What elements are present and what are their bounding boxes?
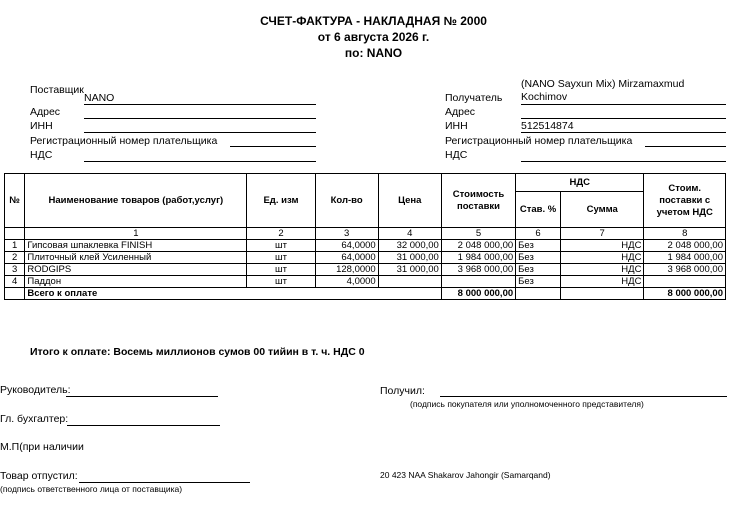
reference-text: 20 423 NAA Shakarov Jahongir (Samarqand)	[380, 470, 551, 480]
row-price	[378, 276, 441, 288]
row-total	[644, 276, 726, 288]
col-number: 5	[441, 228, 515, 240]
row-rate: Без	[516, 276, 561, 288]
row-price: 31 000,00	[378, 252, 441, 264]
supplier-address-label: Адрес	[30, 106, 61, 118]
col-number: 1	[25, 228, 247, 240]
recipient-reg-label: Регистрационный номер плательщика	[445, 135, 633, 147]
supplier-reg-label: Регистрационный номер плательщика	[30, 135, 218, 147]
supplier-inn-line	[84, 132, 316, 133]
recipient-underline	[521, 104, 726, 105]
col-number: 2	[247, 228, 315, 240]
row-unit: шт	[247, 264, 315, 276]
director-signature-line[interactable]	[66, 396, 218, 397]
supplier-value: NANO	[84, 92, 115, 104]
row-unit: шт	[247, 276, 315, 288]
row-vat: НДС	[560, 264, 644, 276]
row-vat: НДС	[560, 276, 644, 288]
row-total: 1 984 000,00	[644, 252, 726, 264]
header-vat: НДС	[516, 174, 644, 192]
row-rate: Без	[516, 252, 561, 264]
received-note: (подпись покупателя или уполномоченного представителя)	[410, 399, 644, 409]
row-total: 3 968 000,00	[644, 264, 726, 276]
row-qty: 128,0000	[315, 264, 378, 276]
recipient-label: Получатель	[445, 92, 503, 104]
row-num: 1	[5, 240, 25, 252]
header-num: №	[5, 174, 25, 228]
recipient-reg-line	[645, 146, 726, 147]
row-price: 32 000,00	[378, 240, 441, 252]
invoice-title: СЧЕТ-ФАКТУРА - НАКЛАДНАЯ № 2000	[260, 14, 487, 28]
row-num: 4	[5, 276, 25, 288]
col-number: 4	[378, 228, 441, 240]
row-num: 2	[5, 252, 25, 264]
header-unit: Ед. изм	[247, 174, 315, 228]
received-signature-line[interactable]	[440, 396, 727, 397]
recipient-value-line2: Kochimov	[521, 91, 568, 103]
released-note: (подпись ответственного лица от поставщика)	[0, 484, 183, 494]
recipient-inn-label: ИНН	[445, 120, 468, 132]
supplier-inn-label: ИНН	[30, 120, 53, 132]
recipient-vat-line	[521, 161, 726, 162]
header-vat-sum: Сумма	[560, 192, 644, 228]
table-row	[5, 252, 726, 264]
recipient-value-line1: (NANO Sayxun Mix) Mirzamaxmud	[521, 78, 685, 90]
row-total: 2 048 000,00	[644, 240, 726, 252]
total-label: Всего к оплате	[25, 288, 441, 300]
recipient-vat-label: НДС	[445, 149, 468, 161]
recipient-inn-value: 512514874	[521, 120, 574, 132]
col-number: 6	[516, 228, 561, 240]
header-price: Цена	[378, 174, 441, 228]
row-rate: Без	[516, 264, 561, 276]
summary-text: Итого к оплате: Восемь миллионов сумов 00 тийин в т. ч. НДС 0	[30, 346, 365, 358]
col-number: 8	[644, 228, 726, 240]
released-signature-line[interactable]	[79, 482, 250, 483]
invoice-table	[4, 173, 726, 300]
row-cost: 2 048 000,00	[441, 240, 515, 252]
released-label: Товар отпустил:	[0, 470, 78, 482]
row-name: Плиточный клей Усиленный	[25, 252, 247, 264]
row-qty: 4,0000	[315, 276, 378, 288]
header-total: Стоим. поставки с учетом НДС	[644, 174, 726, 228]
total-row	[5, 288, 726, 300]
col-number: 3	[315, 228, 378, 240]
invoice-date: от 6 августа 2026 г.	[317, 30, 430, 44]
received-label: Получил:	[380, 385, 425, 397]
recipient-address-label: Адрес	[445, 106, 476, 118]
row-unit: шт	[247, 252, 315, 264]
accountant-signature-line[interactable]	[67, 425, 220, 426]
row-qty: 64,0000	[315, 240, 378, 252]
supplier-vat-line	[84, 161, 316, 162]
supplier-vat-label: НДС	[30, 149, 53, 161]
total-cost: 8 000 000,00	[441, 288, 515, 300]
recipient-inn-line	[521, 132, 726, 133]
row-cost: 3 968 000,00	[441, 264, 515, 276]
row-cost: 1 984 000,00	[441, 252, 515, 264]
header-name: Наименование товаров (работ,услуг)	[25, 174, 247, 228]
col-number: 7	[560, 228, 644, 240]
table-row	[5, 264, 726, 276]
supplier-reg-line	[230, 146, 316, 147]
stamp-label: М.П(при наличии	[0, 441, 84, 453]
row-vat: НДС	[560, 252, 644, 264]
supplier-address-line	[84, 118, 316, 119]
row-price: 31 000,00	[378, 264, 441, 276]
header-qty: Кол-во	[315, 174, 378, 228]
invoice-po: по: NANO	[344, 46, 403, 60]
table-row	[5, 240, 726, 252]
row-name: Паддон	[25, 276, 247, 288]
row-unit: шт	[247, 240, 315, 252]
recipient-address-line	[521, 118, 726, 119]
total-total: 8 000 000,00	[644, 288, 726, 300]
row-num: 3	[5, 264, 25, 276]
row-name: RODGIPS	[25, 264, 247, 276]
row-cost	[441, 276, 515, 288]
row-vat: НДС	[560, 240, 644, 252]
director-label: Руководитель:	[0, 384, 71, 396]
row-name: Гипсовая шпаклевка FINISH	[25, 240, 247, 252]
accountant-label: Гл. бухгалтер:	[0, 413, 69, 425]
header-cost: Стоимость поставки	[441, 174, 515, 228]
table-row	[5, 276, 726, 288]
supplier-label: Поставщик	[30, 84, 84, 96]
row-qty: 64,0000	[315, 252, 378, 264]
supplier-underline	[84, 104, 316, 105]
header-vat-rate: Став. %	[516, 192, 561, 228]
row-rate: Без	[516, 240, 561, 252]
